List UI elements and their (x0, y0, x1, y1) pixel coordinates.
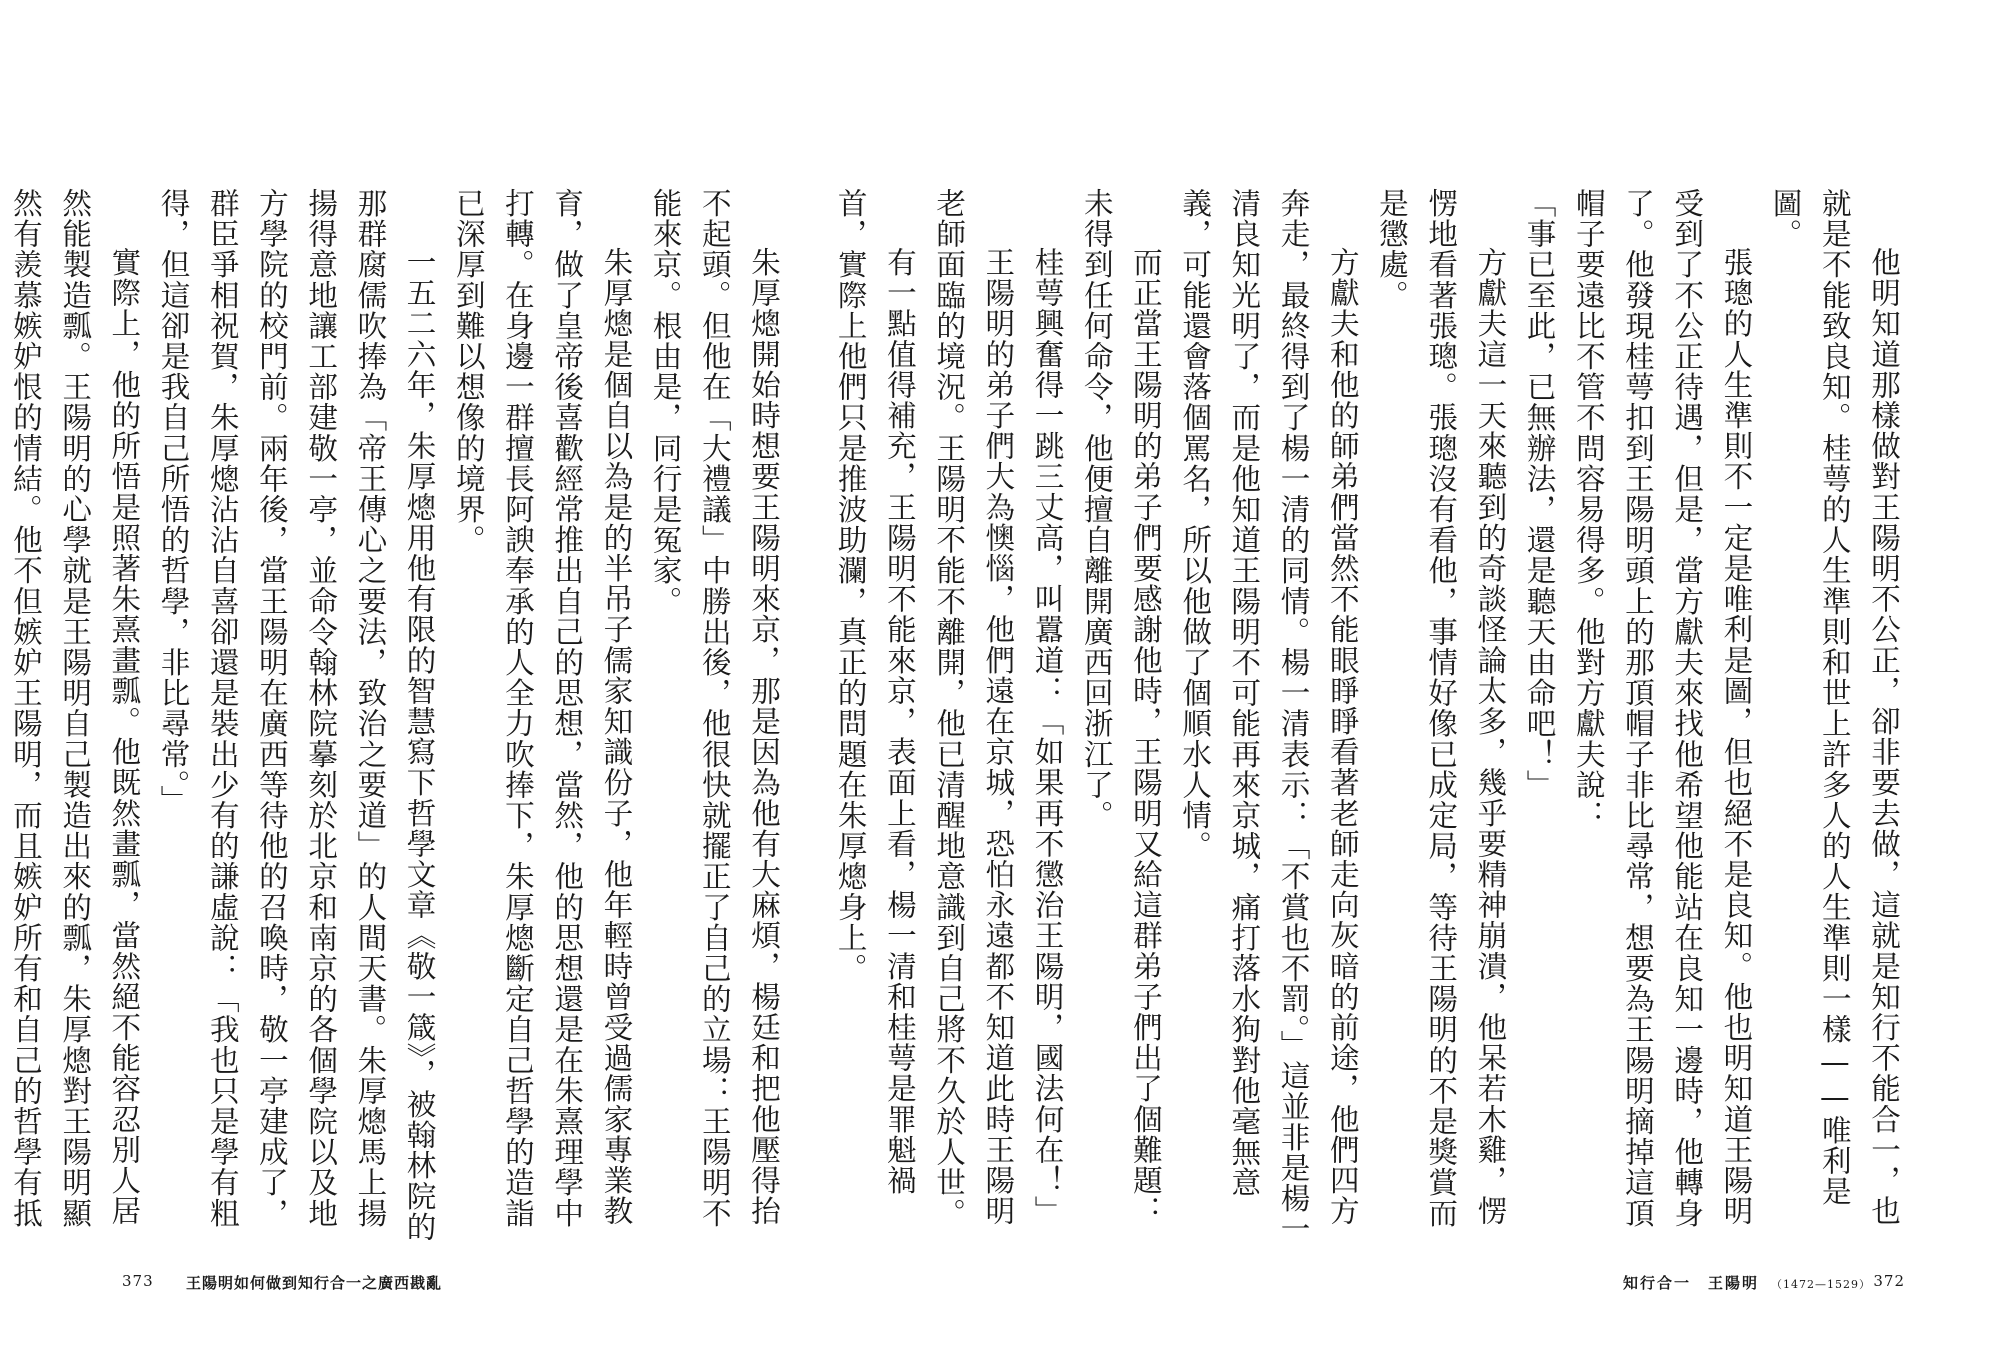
left-page-number: 373 (122, 1272, 154, 1290)
right-paragraph-6: 而正當王陽明的弟子們要感謝他時，王陽明又給這群弟子們出了個難題：未得到任何命令，他便擅自離開廣西回浙江了。 (1079, 188, 1163, 1227)
right-paragraph-3-quote: 「事已至此，已無辦法，還是聽天由命吧！」 (1522, 188, 1557, 800)
left-page-body (8, 188, 788, 1248)
left-running-title: 王陽明如何做到知行合一之廣西戡亂 (186, 1274, 443, 1292)
right-page-number: 372 (1873, 1272, 1905, 1290)
right-paragraph-9: 有一點值得補充，王陽明不能來京，表面上看，楊一清和桂萼是罪魁禍首，實際上他們只是推波助瀾，真正的問題在朱厚熜身上。 (833, 188, 917, 1196)
right-paragraph-4: 方獻夫這一天來聽到的奇談怪論太多，幾乎要精神崩潰，他呆若木雞，愣愣地看著張璁。張璁沒有看他，事情好像已成定局，等待王陽明的不是獎賞而是懲處。 (1374, 188, 1508, 1229)
right-running-title (1623, 1272, 1871, 1293)
right-paragraph-2: 張璁的人生準則不一定是唯利是圖，但也絕不是良知。他也明知道王陽明受到了不公正待遇，但是，當方獻夫來找他希望他能站在良知一邊時，他轉身了。他發現桂萼扣到王陽明頭上的那頂帽子非比尋常，想要為王陽明摘掉這頂帽子要遠比不管不問容易得多。他對方獻夫說： (1571, 188, 1754, 1229)
right-running-title-years: （1472—1529） (1771, 1278, 1871, 1291)
right-paragraph-7: 桂萼興奮得一跳三丈高，叫囂道：「如果再不懲治王陽明，國法何在！」 (1030, 247, 1065, 1227)
left-paragraph-1: 朱厚熜開始時想要王陽明來京，那是因為他有大麻煩，楊廷和把他壓得抬不起頭。但他在「大禮議」中勝出後，他很快就擺正了自己的立場：王陽明不能來京。根由是，同行是冤家。 (648, 188, 781, 1229)
right-running-title-text: 知行合一 王陽明 (1622, 1274, 1759, 1292)
right-paragraph-1: 他明知道那樣做對王陽明不公正，卻非要去做，這就是知行不能合一，也就是不能致良知。桂萼的人生準則和世上許多人的人生準則一樣——唯利是圖。 (1768, 188, 1901, 1227)
right-paragraph-5: 方獻夫和他的師弟們當然不能眼睜睜看著老師走向灰暗的前途，他們四方奔走，最終得到了楊一清的同情。楊一清表示：「不賞也不罰。」這並非是楊一清良知光明了，而是他知道王陽明不可能再來京城，痛打落水狗對他毫無意義，可能還會落個罵名，所以他做了個順水人情。 (1178, 188, 1360, 1245)
left-paragraph-3: 一五二六年，朱厚熜用他有限的智慧寫下哲學文章《敬一箴》，被翰林院的那群腐儒吹捧為「帝王傳心之要法，致治之要道」的人間天書。朱厚熜馬上揚揚得意地讓工部建敬一亭，並命令翰林院摹刻於北京和南京的各個學院以及地方學院的校門前。兩年後，當王陽明在廣西等待他的召喚時，敬一亭建成了，群臣爭相祝賀，朱厚熜沾沾自喜卻還是裝出少有的謙虛說：「我也只是學有粗得，但這卻是我自己所悟的哲學，非比尋常。」 (156, 188, 437, 1243)
left-paragraph-4: 實際上，他的所悟是照著朱熹畫瓢。他既然畫瓢，當然絕不能容忍別人居然能製造瓢。王陽明的心學就是王陽明自己製造出來的瓢，朱厚熜對王陽明顯然有羨慕嫉妒恨的情結。他不但嫉妒王陽明，而且嫉妒所有和自己的哲學有抵 (8, 188, 142, 1229)
left-paragraph-2: 朱厚熜是個自以為是的半吊子儒家知識份子，他年輕時曾受過儒家專業教育，做了皇帝後喜歡經常推出自己的思想，當然，他的思想還是在朱熹理學中打轉。在身邊一群擅長阿諛奉承的人全力吹捧下，朱厚熜斷定自己哲學的造詣已深厚到難以想像的境界。 (451, 188, 634, 1229)
right-paragraph-8: 王陽明的弟子們大為懊惱，他們遠在京城，恐怕永遠都不知道此時王陽明老師面臨的境況。王陽明不能不離開，他已清醒地意識到自己將不久於人世。 (932, 188, 1016, 1229)
right-page-body (833, 188, 1908, 1248)
right-page (833, 0, 2008, 1358)
